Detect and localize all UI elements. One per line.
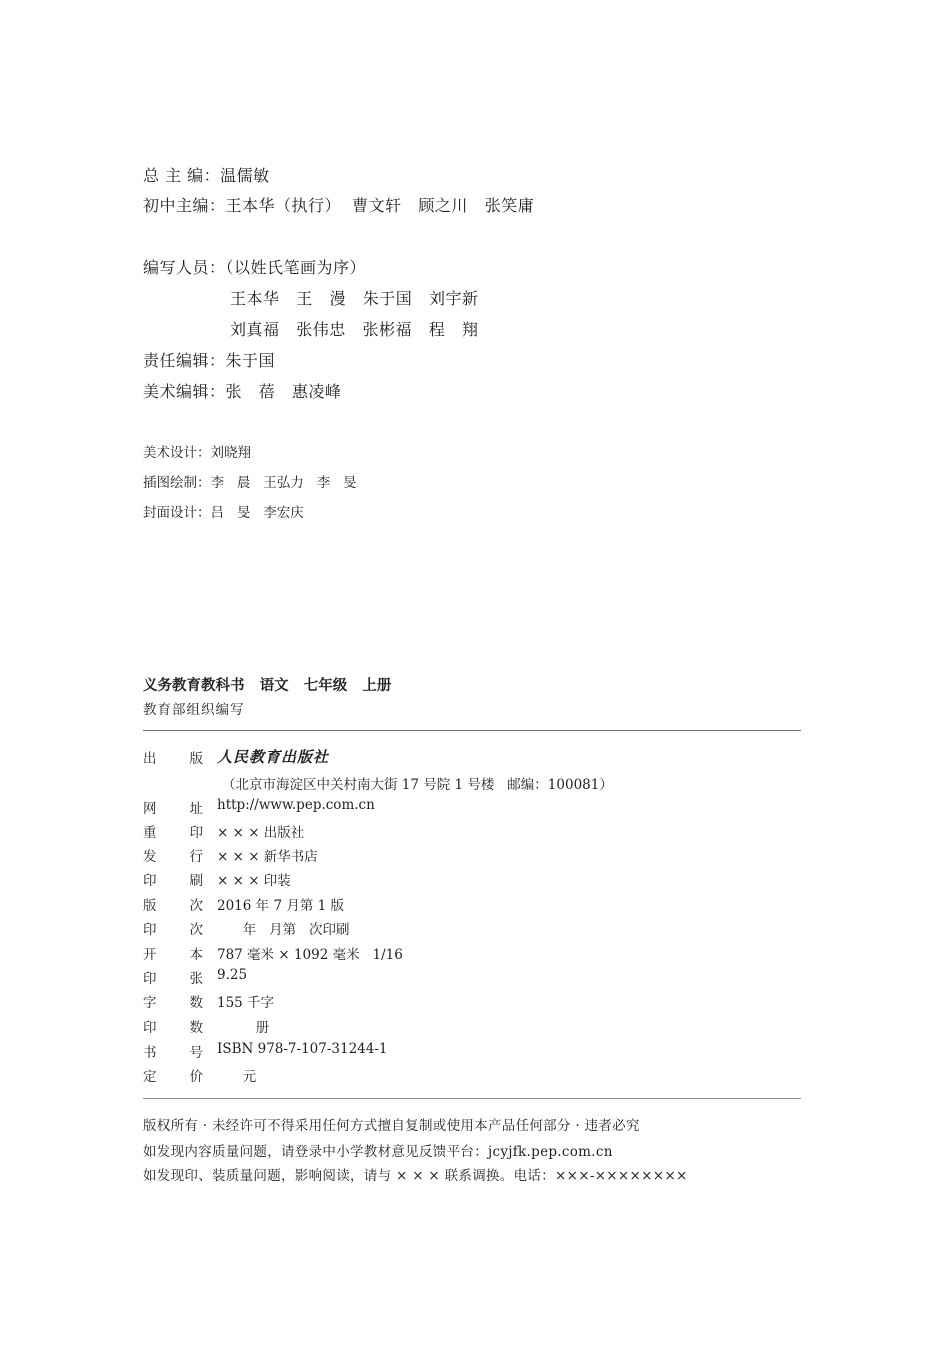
imprint-label [143, 991, 203, 1011]
writers-row-1: 王本华 王 漫 朱于国 刘宇新 [230, 289, 479, 308]
imprint-value: 155 千字 [217, 995, 275, 1011]
imprint-value: 元 [217, 1069, 257, 1085]
print-issue-notice: 如发现印、装质量问题，影响阅读，请与 × × × 联系调换。电话：×××-×××××××× [143, 1168, 688, 1184]
art-editors: 美术编辑：张 蓓 惠凌峰 [143, 382, 342, 401]
imprint-label-char: 行 [189, 849, 203, 865]
imprint-label [143, 967, 203, 987]
imprint-label [143, 918, 203, 938]
imprint-label [143, 1065, 203, 1085]
imprint-label-char: 定 [143, 1069, 157, 1085]
imprint-label [143, 869, 203, 889]
imprint-value: 787 毫米 × 1092 毫米 1/16 [217, 947, 403, 963]
imprint-label [143, 943, 203, 963]
imprint-label [143, 1041, 203, 1061]
imprint-label-char: 印 [143, 922, 157, 938]
top-rule [143, 730, 801, 731]
imprint-value: 册 [217, 1020, 270, 1036]
imprint-label [143, 747, 203, 767]
imprint-label [143, 797, 203, 817]
imprint-label-char: 版 [189, 751, 203, 767]
imprint-value: 2016 年 7 月第 1 版 [217, 898, 344, 914]
imprint-value: 年 月第 次印刷 [217, 922, 350, 938]
imprint-label-char: 印 [143, 1020, 157, 1036]
imprint-label [143, 1016, 203, 1036]
chief-editor: 总 主 编：温儒敏 [143, 166, 270, 185]
imprint-label-char: 印 [143, 873, 157, 889]
responsible-editor: 责任编辑：朱于国 [143, 351, 276, 370]
imprint-label [143, 845, 203, 865]
imprint-label [143, 821, 203, 841]
imprint-value: 9.25 [217, 967, 248, 983]
imprint-label-char: 次 [189, 922, 203, 938]
art-design: 美术设计：刘晓翔 [143, 445, 251, 461]
illustration-credit: 插图绘制：李 晨 王弘力 李 旻 [143, 475, 357, 491]
book-title: 义务教育教科书 语文 七年级 上册 [143, 678, 392, 694]
publisher-logo [217, 746, 337, 768]
feedback-notice: 如发现内容质量问题，请登录中小学教材意见反馈平台：jcyjfk.pep.com.cn [143, 1144, 613, 1160]
copyright-notice: 版权所有 · 未经许可不得采用任何方式擅自复制或使用本产品任何部分 · 违者必究 [143, 1118, 640, 1134]
imprint-label-char: 印 [143, 971, 157, 987]
imprint-label-char: 发 [143, 849, 157, 865]
imprint-label-char: 出 [143, 751, 157, 767]
imprint-value: × × × 印装 [217, 873, 291, 889]
imprint-label-char: 号 [189, 1045, 203, 1061]
imprint-label-char: 数 [189, 1020, 203, 1036]
bottom-rule [143, 1098, 801, 1099]
imprint-label-char: 张 [189, 971, 203, 987]
imprint-value: ISBN 978-7-107-31244-1 [217, 1041, 388, 1057]
imprint-label-char: 次 [189, 898, 203, 914]
imprint-label-char: 址 [189, 801, 203, 817]
writers-row-2: 刘真福 张伟忠 张彬福 程 翔 [230, 320, 479, 339]
svg-text:人民教育出版社: 人民教育出版社 [217, 748, 330, 766]
imprint-label-char: 本 [189, 947, 203, 963]
imprint-label-char: 网 [143, 801, 157, 817]
imprint-value: × × × 出版社 [217, 825, 305, 841]
imprint-label-char: 价 [189, 1069, 203, 1085]
writers-label: 编写人员：（以姓氏笔画为序） [143, 258, 367, 277]
imprint-label-char: 重 [143, 825, 157, 841]
imprint-label [143, 894, 203, 914]
imprint-label-char: 数 [189, 995, 203, 1011]
imprint-value: （北京市海淀区中关村南大街 17 号院 1 号楼 邮编：100081） [222, 777, 613, 793]
compiled-by: 教育部组织编写 [143, 702, 245, 718]
imprint-label-char: 刷 [189, 873, 203, 889]
imprint-label-char: 字 [143, 995, 157, 1011]
imprint-label-char: 印 [189, 825, 203, 841]
junior-editors: 初中主编：王本华（执行） 曹文轩 顾之川 张笑庸 [143, 196, 535, 215]
imprint-label-char: 书 [143, 1045, 157, 1061]
imprint-value: http://www.pep.com.cn [217, 797, 375, 813]
cover-design: 封面设计：吕 旻 李宏庆 [143, 505, 304, 521]
imprint-label-char: 开 [143, 947, 157, 963]
imprint-value: × × × 新华书店 [217, 849, 318, 865]
imprint-label-char: 版 [143, 898, 157, 914]
